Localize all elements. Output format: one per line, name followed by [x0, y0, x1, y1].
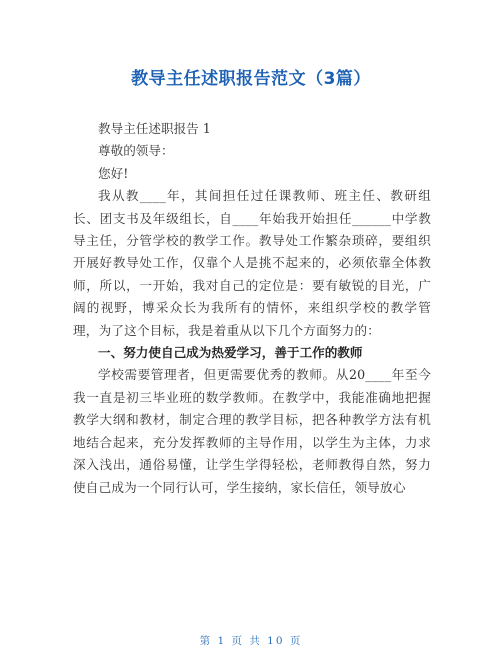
paragraph-intro: 我从教____年，其间担任过任课教师、班主任、教研组长、团支书及年级组长，自____年始我开始担任______中学教导主任，分管学校的教学工作。教导处工作繁杂琐碎，要组织开展好教导处工作，仅靠个人是挑不起来的，必须依靠全体教师，所以，一开始，我对自己的定位是：要有敏锐的目光，广阔的视野，博采众长为我所有的情怀，来组织学校的教学管理，为了这个目标，我是着重从以下几个方面努力的： — [73, 188, 431, 338]
page-number-footer: 第 1 页 共 10 页 — [199, 635, 303, 647]
section-heading-1: 一、努力使自己成为热爱学习，善于工作的教师 — [98, 345, 363, 361]
salutation: 尊敬的领导： — [98, 143, 174, 159]
report-subtitle: 教导主任述职报告 1 — [98, 121, 211, 136]
greeting: 您好! — [98, 165, 129, 181]
paragraph-section-1: 学校需要管理者，但更需要优秀的教师。从20____年至今我一直是初三毕业班的数学教师。在教学中，我能准确地把握教学大纲和教材，制定合理的教学目标，把各种教学方法有机地结合起来，充分发挥教师的主导作用，以学生为主体，力求深入浅出，通俗易懂，让学生学得轻松，老师教得自然，努力使自己成为一个同行认可，学生接纳，家长信任，领导放心 — [73, 367, 431, 495]
document-body — [73, 118, 431, 499]
document-title: 教导主任述职报告范文（3篇） — [131, 69, 371, 89]
